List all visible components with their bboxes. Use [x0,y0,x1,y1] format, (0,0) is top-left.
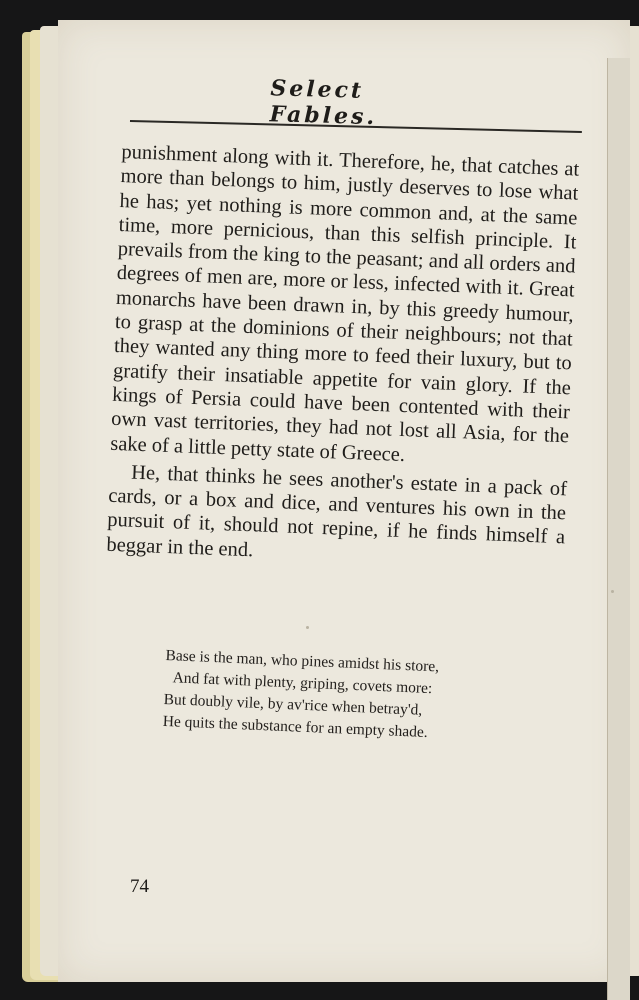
verse-line-3: But doubly vile, by av'rice when betray'd, [163,690,423,719]
moral-verse [162,645,505,747]
running-header: Select Fables. [269,75,378,131]
verse-line-4: He quits the substance for an empty shade. [162,712,429,742]
verse-line-2: And fat with plenty, griping, covets more: [172,669,433,698]
verse-line-1: Base is the man, who pines amidst his store, [165,646,440,676]
paper-speck [306,626,309,629]
next-page-edge [607,58,630,1000]
paragraph-1: punishment along with it. Therefore, he, that catches at more than belongs to him, justly deserves to lose what he has; yet nothing is more common and, at the same time, more pernicious, than this selfish principle. It prevails from the king to the peasant; and all orders and degrees of men are, more or less, infected with it. Great monarchs have been drawn in, by this greedy humour, to grasp at the dominions of their neighbours; not that they wanted any thing more to feed their luxury, but to gratify their insatiable appetite for vain glory. If the kings of Persia could have been contented with their own vast territories, they had not lost all Asia, for the sake of a little petty state of Greece. [109,140,580,466]
page-number: 74 [130,876,149,897]
body-text [106,140,580,574]
paragraph-2: He, that thinks he sees another's estate in a pack of cards, or a box and dice, and ventures his own in the pursuit of it, should not repine, if he finds himself a beggar in the end. [106,461,568,562]
paper-speck [611,590,614,593]
